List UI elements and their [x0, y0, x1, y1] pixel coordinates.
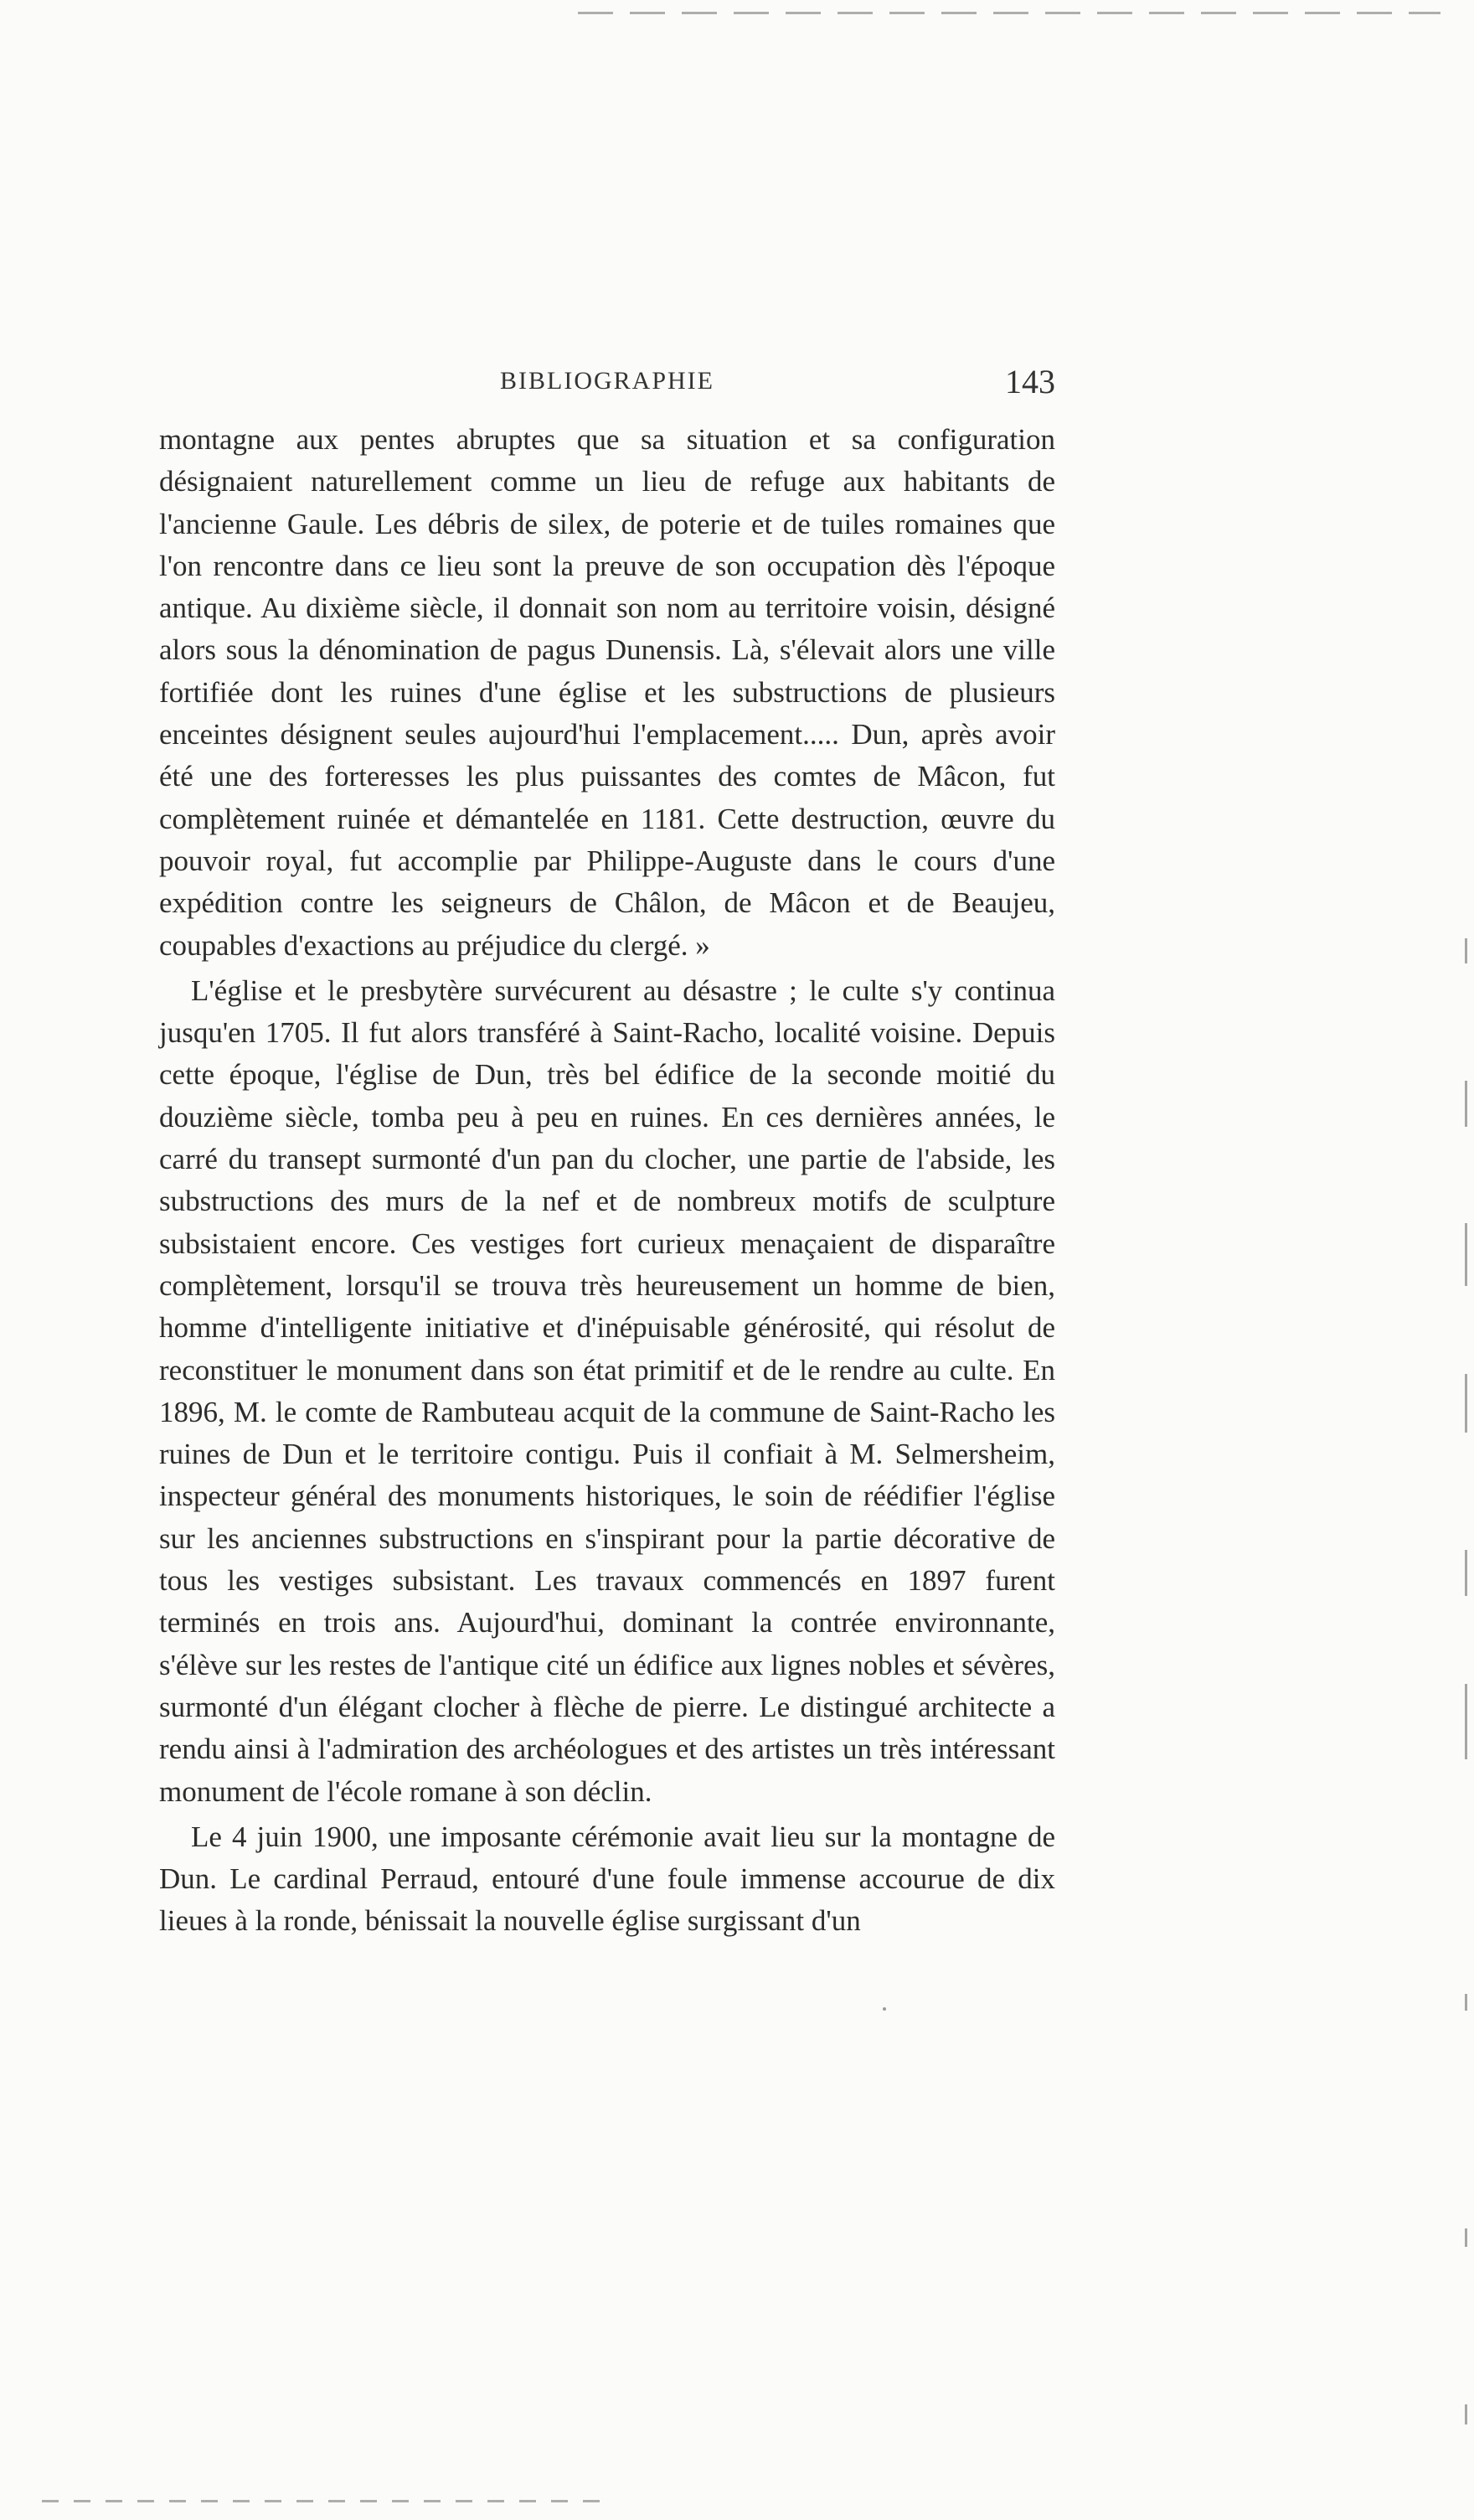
body-text [159, 419, 1055, 1943]
running-title: BIBLIOGRAPHIE [500, 367, 714, 395]
scan-edge-mark [1465, 1374, 1467, 1433]
scan-edge-mark [1465, 1223, 1467, 1286]
page-header [159, 362, 1055, 404]
scan-edge-mark [1465, 1684, 1467, 1759]
scan-edge-mark [1465, 2228, 1467, 2247]
paragraph: L'église et le presbytère survécurent au désastre ; le culte s'y continua jusqu'en 1705. Il fut alors transféré à Saint-Racho, localité voisine. Depuis cette époque, l'église de Dun, très bel édifice de la seconde moitié du douzième siècle, tomba peu à peu en ruines. En ces dernières années, le carré du transept surmonté d'un pan du clocher, une partie de l'abside, les substructions des murs de la nef et de nombreux motifs de sculpture subsistaient encore. Ces vestiges fort curieux menaçaient de disparaître complètement, lorsqu'il se trouva très heureusement un homme de bien, homme d'intelligente initiative et d'inépuisable générosité, qui résolut de reconstituer le monument dans son état primitif et de le rendre au culte. En 1896, M. le comte de Rambuteau acquit de la commune de Saint-Racho les ruines de Dun et le territoire contigu. Puis il confiait à M. Selmersheim, inspecteur général des monuments historiques, le soin de réédifier l'église sur les anciennes substructions en s'inspirant pour la partie décorative de tous les vestiges subsistant. Les travaux commencés en 1897 furent terminés en trois ans. Aujourd'hui, dominant la contrée environnante, s'élève sur les restes de l'antique cité un édifice aux lignes nobles et sévères, surmonté d'un élégant clocher à flèche de pierre. Le distingué architecte a rendu ainsi à l'admiration des archéologues et des artistes un très intéressant monument de l'école romane à son déclin. [159, 973, 1055, 1808]
scan-edge-mark [1465, 1081, 1467, 1127]
ink-speck [883, 2007, 886, 2011]
scan-bottom-dashed-line [42, 2500, 603, 2502]
page-number: 143 [1005, 363, 1055, 400]
scan-edge-mark [1465, 2404, 1467, 2424]
scan-edge-mark [1465, 1994, 1467, 2011]
scan-top-dashed-line [578, 12, 1440, 14]
paragraph: Le 4 juin 1900, une imposante cérémonie avait lieu sur la montagne de Dun. Le cardinal Perraud, entouré d'une foule immense accourue de dix lieues à la ronde, bénissait la nouvelle église surgissant d'un [159, 1820, 1055, 1938]
scan-edge-mark [1465, 1550, 1467, 1596]
scan-edge-mark [1465, 938, 1467, 963]
paragraph: montagne aux pentes abruptes que sa situation et sa configuration désignaient naturellement comme un lieu de refuge aux habitants de l'ancienne Gaule. Les débris de silex, de poterie et de tuiles romaines que l'on rencontre dans ce lieu sont la preuve de son occupation dès l'époque antique. Au dixième siècle, il donnait son nom au territoire voisin, désigné alors sous la dénomination de pagus Dunensis. Là, s'élevait alors une ville fortifiée dont les ruines d'une église et les substructions de plusieurs enceintes désignent seules aujourd'hui l'emplacement..... Dun, après avoir été une des forteresses les plus puissantes des comtes de Mâcon, fut complètement ruinée et démantelée en 1181. Cette destruction, œuvre du pouvoir royal, fut accomplie par Philippe-Auguste dans le cours d'une expédition contre les seigneurs de Châlon, de Mâcon et de Beaujeu, coupables d'exactions au préjudice du clergé. » [159, 423, 1055, 962]
